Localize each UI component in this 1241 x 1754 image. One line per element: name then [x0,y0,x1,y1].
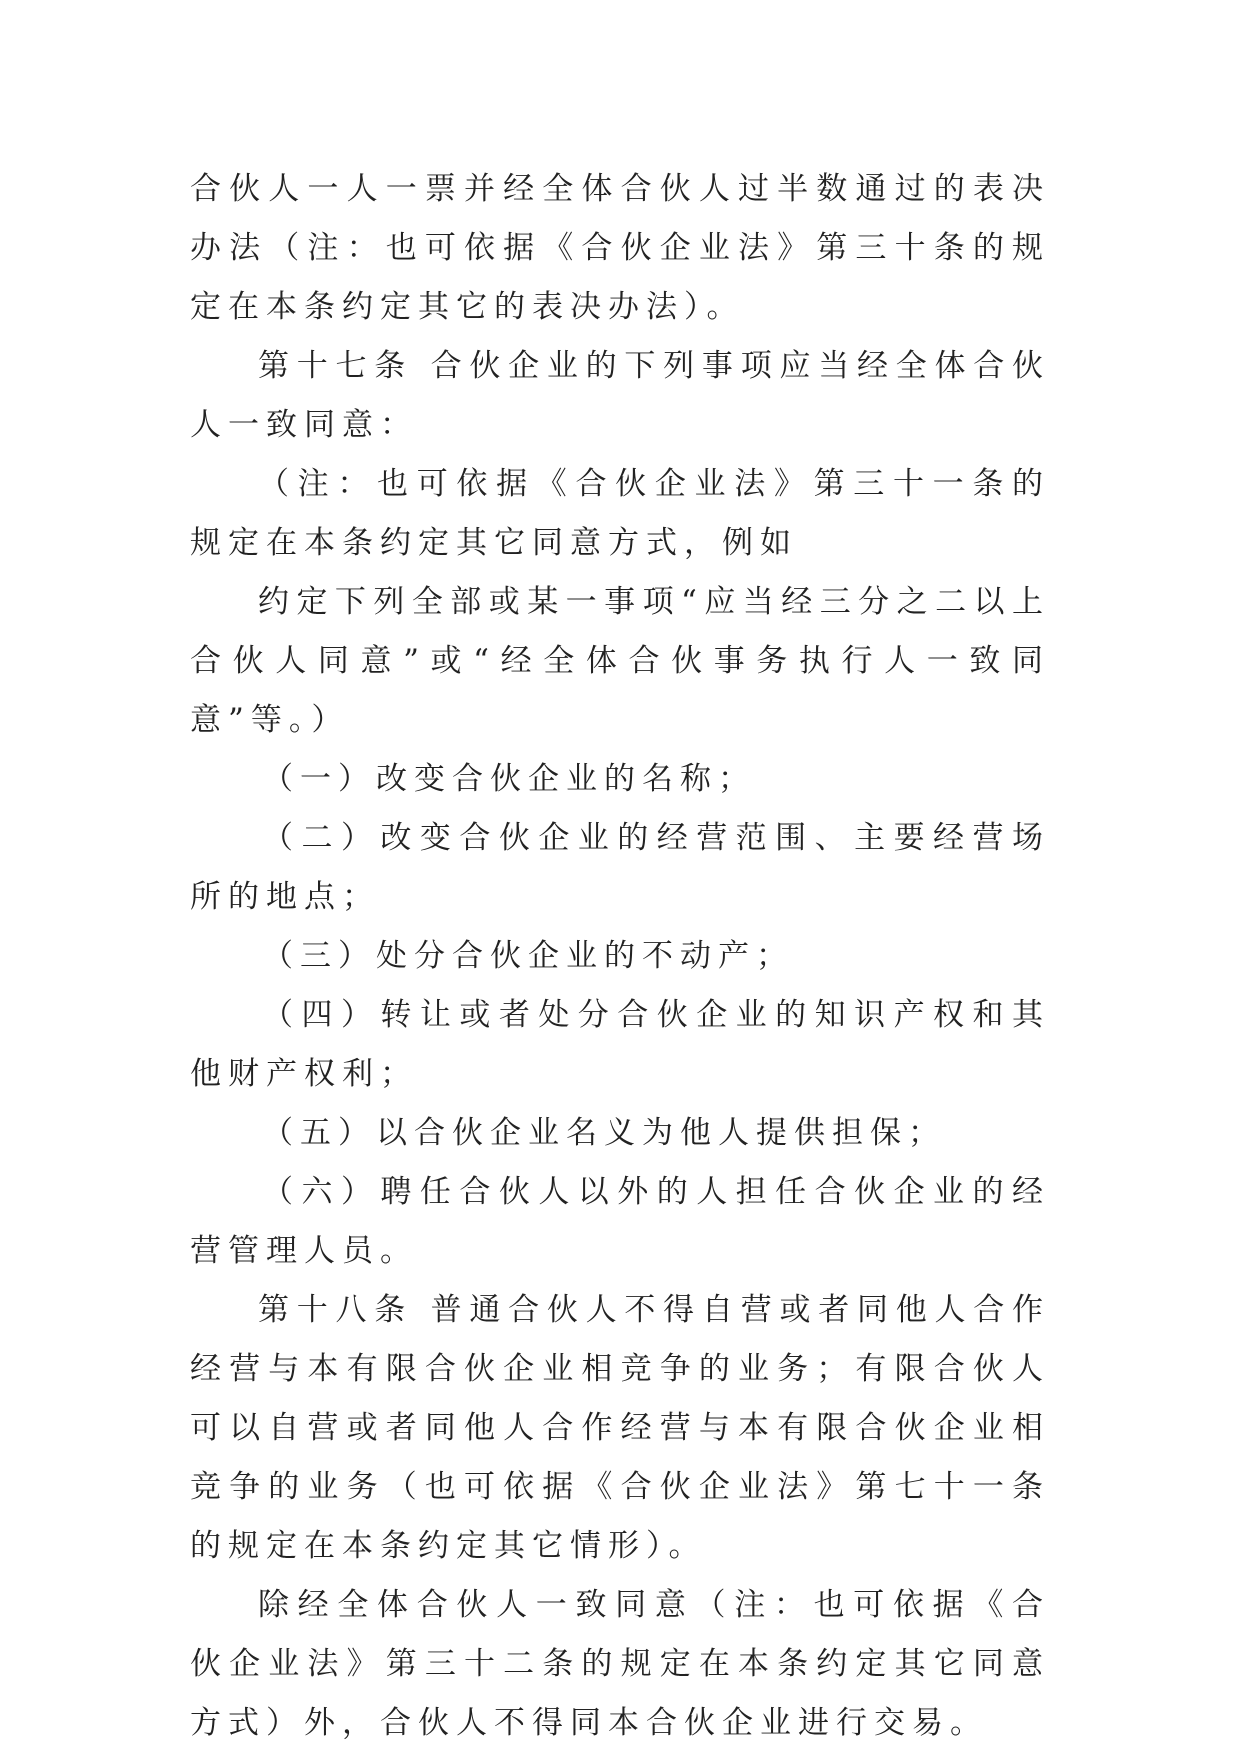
list-item-4: （四）转让或者处分合伙企业的知识产权和其他财产权利； [190,997,1050,1092]
list-item-5: （五）以合伙企业名义为他人提供担保； [262,1115,946,1151]
paragraph-article-17-note: （注：也可依据《合伙企业法》第三十一条的规定在本条约定其它同意方式，例如 [190,466,1050,561]
paragraph-article-18-trade: 除经全体合伙人一致同意（注：也可依据《合伙企业法》第三十二条的规定在本条约定其它同意方式）外，合伙人不得同本合伙企业进行交易。 [190,1587,1050,1741]
paragraph-article-17-note-cont: 约定下列全部或某一事项“应当经三分之二以上合伙人同意”或“经全体合伙事务执行人一致同意”等。） [190,584,1050,738]
list-item-2: （二）改变合伙企业的经营范围、主要经营场所的地点； [190,820,1050,915]
paragraph-article-17: 第十七条 合伙企业的下列事项应当经全体合伙人一致同意： [190,348,1050,443]
list-item-1: （一）改变合伙企业的名称； [262,761,756,797]
list-item-3: （三）处分合伙企业的不动产； [262,938,794,974]
list-item-6: （六）聘任合伙人以外的人担任合伙企业的经营管理人员。 [190,1174,1050,1269]
paragraph-article-18: 第十八条 普通合伙人不得自营或者同他人合作经营与本有限合伙企业相竞争的业务；有限合伙人可以自营或者同他人合作经营与本有限合伙企业相竞争的业务（也可依据《合伙企业法》第七十一条的规定在本条约定其它情形）。 [190,1292,1050,1564]
paragraph-voting-method: 合伙人一人一票并经全体合伙人过半数通过的表决办法（注：也可依据《合伙企业法》第三十条的规定在本条约定其它的表决办法）。 [190,171,1050,325]
document-body [190,160,1050,1753]
